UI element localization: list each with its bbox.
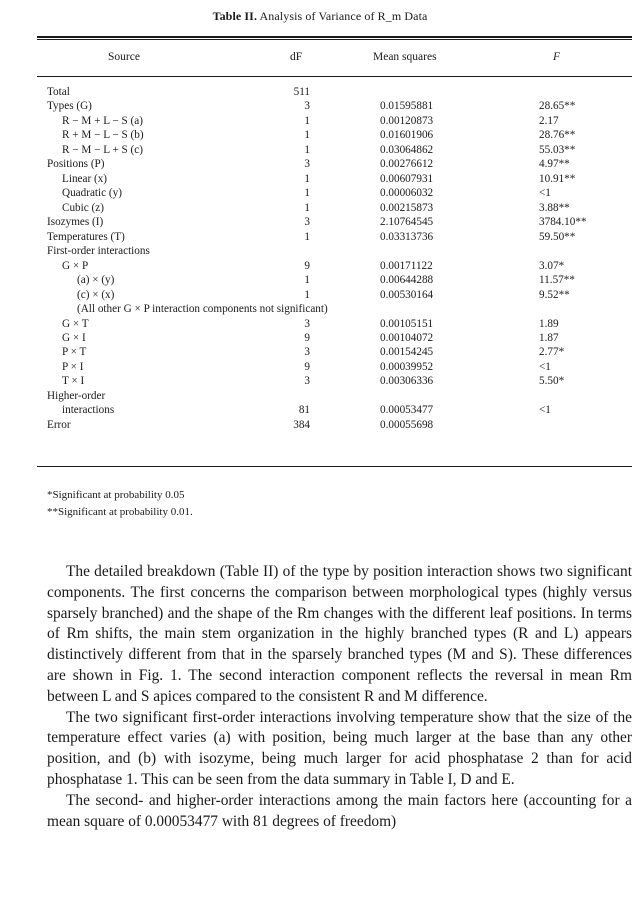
- row-source: (c) × (x): [77, 288, 115, 301]
- table-row: [0, 187, 640, 200]
- row-f-value: 3.07*: [539, 259, 565, 272]
- table-row: [0, 260, 640, 273]
- row-f-value: <1: [539, 187, 551, 200]
- row-f-value: 3.88**: [539, 201, 570, 214]
- row-df: 81: [298, 404, 310, 417]
- row-source: Error: [47, 418, 71, 431]
- row-mean-square: 0.03064862: [380, 143, 434, 156]
- row-df: 3: [304, 375, 310, 388]
- row-df: 1: [304, 274, 310, 287]
- table-row: [0, 245, 640, 258]
- row-mean-square: 0.00306336: [380, 375, 434, 388]
- table-row: [0, 100, 640, 113]
- row-df: 1: [304, 114, 310, 127]
- table-row: [0, 173, 640, 186]
- table-caption: [0, 9, 640, 24]
- row-source: Positions (P): [47, 158, 105, 171]
- table-row: [0, 346, 640, 359]
- paragraph-higher-order-interactions: The second- and higher-order interactions among the main factors here (accounting for a mean square of 0.00053477 with 81 degrees of freedom): [47, 791, 632, 830]
- row-mean-square: 0.00006032: [380, 187, 434, 200]
- row-mean-square: 0.00530164: [380, 288, 434, 301]
- table-top-rule: [37, 36, 632, 38]
- row-source: P × I: [62, 360, 84, 373]
- row-df: 1: [304, 172, 310, 185]
- table-row: [0, 144, 640, 157]
- table-row: [0, 216, 640, 229]
- row-df: 9: [304, 360, 310, 373]
- row-source: Temperatures (T): [47, 230, 125, 243]
- row-source: Total: [47, 86, 70, 98]
- row-f-value: 1.89: [539, 317, 559, 330]
- table-row: [0, 115, 640, 128]
- row-f-value: 1.87: [539, 331, 559, 344]
- row-source: R − M + L − S (a): [62, 114, 143, 127]
- header-rule: [37, 76, 632, 77]
- row-f-value: 5.50*: [539, 375, 565, 388]
- row-mean-square: 0.00171122: [380, 259, 433, 272]
- row-source: (All other G × P interaction components not significant): [77, 303, 328, 316]
- row-source: (a) × (y): [77, 274, 115, 287]
- row-df: 3: [304, 100, 310, 113]
- table-row: [0, 202, 640, 215]
- row-source: G × I: [62, 331, 86, 344]
- table-top-rule-inner: [37, 39, 632, 40]
- table-row: [0, 361, 640, 374]
- row-df: 511: [293, 86, 310, 98]
- row-f-value: 55.03**: [539, 143, 576, 156]
- body-text: [47, 562, 632, 832]
- row-f-value: <1: [539, 360, 551, 373]
- row-mean-square: 0.00120873: [380, 114, 434, 127]
- row-source: Types (G): [47, 100, 92, 113]
- table-label: Table II.: [212, 9, 258, 23]
- header-mean-squares: Mean squares: [373, 51, 437, 63]
- table-row: [0, 332, 640, 345]
- row-source: Linear (x): [62, 172, 108, 185]
- row-mean-square: 0.00607931: [380, 172, 434, 185]
- row-df: 9: [304, 259, 310, 272]
- row-df: 384: [293, 418, 310, 431]
- row-df: 3: [304, 158, 310, 171]
- row-df: 9: [304, 331, 310, 344]
- row-mean-square: 2.10764545: [380, 216, 434, 229]
- footnote-significance-01: **Significant at probability 0.01.: [47, 506, 193, 518]
- row-df: 1: [304, 143, 310, 156]
- table-row: [0, 158, 640, 171]
- table-row: [0, 419, 640, 432]
- table-row: [0, 375, 640, 388]
- row-f-value: 11.57**: [539, 274, 575, 287]
- row-source: Quadratic (y): [62, 187, 122, 200]
- row-mean-square: 0.01595881: [380, 100, 434, 113]
- footnote-significance-05: *Significant at probability 0.05: [47, 489, 185, 501]
- table-title: Analysis of Variance of R_m Data: [259, 9, 428, 23]
- row-mean-square: 0.00055698: [380, 418, 434, 431]
- row-f-value: 3784.10**: [539, 216, 587, 229]
- row-mean-square: 0.00039952: [380, 360, 434, 373]
- row-f-value: 9.52**: [539, 288, 570, 301]
- header-df: dF: [290, 51, 303, 63]
- row-source: P × T: [62, 346, 87, 359]
- row-source: R + M − L − S (b): [62, 129, 144, 142]
- row-df: 3: [304, 317, 310, 330]
- table-row: [0, 318, 640, 331]
- row-df: 1: [304, 187, 310, 200]
- row-source: Isozymes (I): [47, 216, 104, 229]
- row-mean-square: 0.01601906: [380, 129, 434, 142]
- row-mean-square: 0.00276612: [380, 158, 434, 171]
- table-row: [0, 231, 640, 244]
- row-mean-square: 0.00053477: [380, 404, 434, 417]
- row-df: 1: [304, 129, 310, 142]
- row-f-value: <1: [539, 404, 551, 417]
- row-f-value: 10.91**: [539, 172, 576, 185]
- row-source: R − M − L + S (c): [62, 143, 143, 156]
- row-source: Cubic (z): [62, 201, 104, 214]
- row-df: 3: [304, 346, 310, 359]
- table-bottom-rule: [37, 466, 632, 467]
- paragraph-temperature-interactions: The two significant first-order interactions involving temperature show that the size of the temperature effect varies (a) with position, being much larger at the base than any other position, and (b) with isozyme, being much larger for acid phosphatase 2 than for acid phosphatase 1. This can be seen from the data summary in Table I, D and E.: [47, 708, 632, 788]
- row-f-value: 28.65**: [539, 100, 576, 113]
- row-source: T × I: [62, 375, 85, 388]
- row-mean-square: 0.03313736: [380, 230, 434, 243]
- table-row: [0, 274, 640, 287]
- row-mean-square: 0.00215873: [380, 201, 434, 214]
- row-df: 1: [304, 288, 310, 301]
- header-source: Source: [108, 51, 140, 63]
- row-mean-square: 0.00105151: [380, 317, 434, 330]
- row-f-value: 4.97**: [539, 158, 570, 171]
- row-f-value: 28.76**: [539, 129, 576, 142]
- paragraph-type-position-breakdown: The detailed breakdown (Table II) of the type by position interaction shows two significant components. The first concerns the comparison between morphological types (highly versus sparsely branched) and the shape of the Rm changes with the different leaf positions. In terms of Rm shifts, the main stem organization in the highly branched types (R and L) appears distinctively different from that in the sparsely branched types (M and S). These differences are shown in Fig. 1. The second interaction component reflects the reversal in mean Rm between L and S apices compared to the consistent R and M difference.: [47, 563, 632, 705]
- row-source: G × T: [62, 317, 89, 330]
- row-source: G × P: [62, 259, 89, 272]
- row-source: Higher-order: [47, 389, 106, 402]
- row-source: interactions: [62, 404, 115, 417]
- table-row: [0, 390, 640, 403]
- row-df: 1: [304, 201, 310, 214]
- table-row: [0, 404, 640, 417]
- table-row: [0, 303, 640, 316]
- row-f-value: 2.77*: [539, 346, 565, 359]
- row-f-value: 2.17: [539, 114, 559, 127]
- row-f-value: 59.50**: [539, 230, 576, 243]
- row-mean-square: 0.00104072: [380, 331, 434, 344]
- table-row: [0, 86, 640, 99]
- table-row: [0, 289, 640, 302]
- header-f: F: [553, 51, 561, 63]
- row-mean-square: 0.00644288: [380, 274, 434, 287]
- row-df: 3: [304, 216, 310, 229]
- table-row: [0, 129, 640, 142]
- row-df: 1: [304, 230, 310, 243]
- row-mean-square: 0.00154245: [380, 346, 434, 359]
- row-source: First-order interactions: [47, 245, 150, 258]
